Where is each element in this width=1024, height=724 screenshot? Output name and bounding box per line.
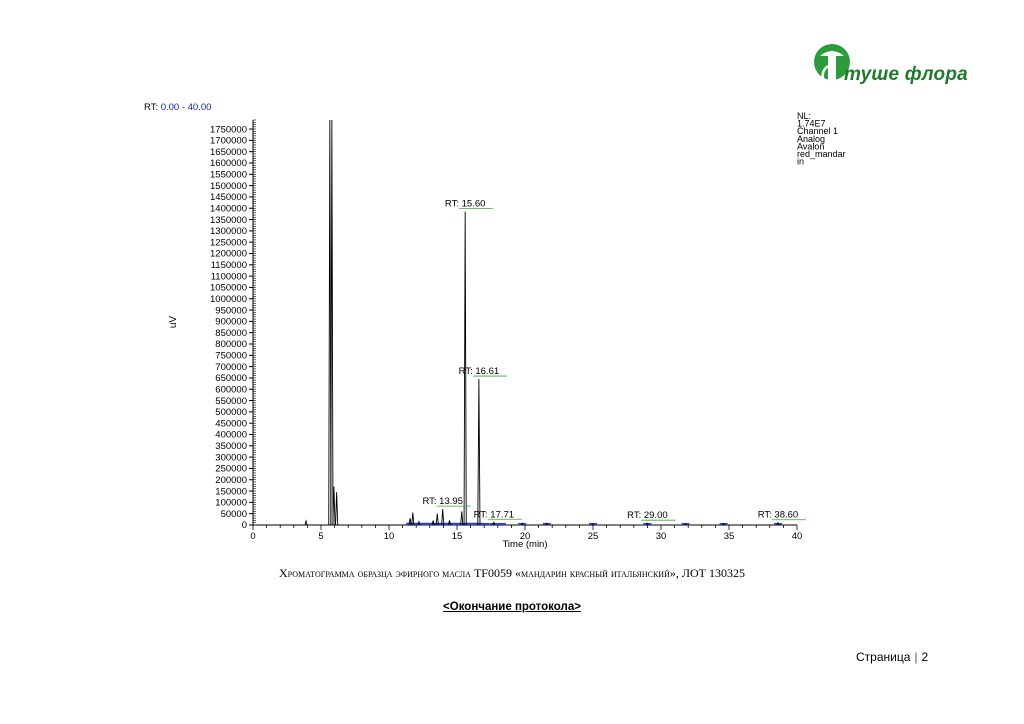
y-tick-label: 1700000 (210, 135, 247, 147)
y-tick-label: 1000000 (210, 293, 247, 305)
chromatogram-chart (140, 100, 900, 560)
y-tick-label: 1100000 (210, 271, 247, 283)
y-tick-label: 1050000 (210, 282, 247, 294)
x-tick-label: 10 (383, 531, 395, 542)
page-separator: | (914, 650, 918, 664)
y-tick-label: 850000 (215, 327, 247, 339)
protocol-end-note: <Окончание протокола> (443, 601, 581, 613)
x-tick-label: 15 (451, 531, 463, 542)
peak (336, 492, 338, 525)
y-tick-label: 1750000 (210, 124, 247, 136)
y-tick-label: 300000 (215, 452, 247, 464)
y-tick-label: 50000 (220, 508, 247, 520)
peak (442, 509, 444, 525)
peak-label: RT: 17.71 (473, 509, 515, 521)
y-tick-label: 1200000 (210, 248, 247, 260)
y-tick-label: 900000 (215, 316, 247, 328)
peak-label: RT: 29.00 (627, 510, 668, 522)
y-tick-label: 350000 (215, 441, 247, 453)
peak-label: RT: 13.95 (422, 496, 463, 508)
info-line: 1.74E7 (797, 118, 826, 129)
y-axis-label: uV (168, 315, 179, 329)
x-tick-label: 20 (519, 531, 531, 542)
info-line: Avalon (797, 141, 825, 152)
info-line: in (797, 156, 805, 167)
y-tick-label: 1150000 (210, 260, 247, 272)
info-line: Channel 1 (797, 126, 839, 137)
y-tick-label: 600000 (215, 384, 247, 396)
y-tick-label: 200000 (215, 474, 247, 486)
peak-label: RT: 16.61 (458, 366, 500, 378)
y-tick-label: 450000 (215, 418, 247, 430)
y-tick-label: 700000 (215, 361, 247, 373)
y-tick-label: 150000 (215, 486, 247, 498)
x-tick-label: 35 (723, 531, 735, 542)
chart-caption: Хроматограмма образца эфирного масла TF0059 «мандарин красный итальянский», ЛОТ 130325 (279, 566, 745, 580)
y-tick-label: 800000 (215, 339, 247, 351)
x-tick-label: 0 (250, 531, 256, 542)
x-tick-label: 5 (318, 531, 324, 542)
x-tick-label: 40 (791, 531, 803, 542)
y-tick-label: 1300000 (210, 226, 247, 238)
y-tick-label: 650000 (215, 373, 247, 385)
brand-logo (812, 42, 972, 92)
y-tick-label: 550000 (215, 395, 247, 407)
peak (478, 379, 480, 525)
y-tick-label: 1400000 (210, 203, 247, 215)
y-tick-label: 0 (241, 520, 247, 532)
y-tick-label: 100000 (215, 497, 247, 509)
y-tick-label: 1250000 (210, 237, 247, 249)
y-tick-label: 250000 (215, 463, 247, 475)
y-tick-label: 1650000 (210, 146, 247, 158)
rt-range-label: RT: 0.00 - 40.00 (144, 102, 212, 113)
y-tick-label: 500000 (215, 407, 247, 419)
page-label: Страница (856, 650, 911, 664)
brand-name: туше флора (844, 64, 968, 85)
peak-label: RT: 38.60 (757, 509, 799, 521)
x-axis-label: Time (min) (502, 539, 548, 550)
y-tick-label: 1600000 (210, 158, 247, 170)
info-line: red_mandar (797, 149, 846, 159)
y-tick-label: 750000 (215, 350, 247, 362)
x-tick-label: 30 (655, 531, 667, 542)
peak-label: RT: 15.60 (444, 198, 486, 210)
y-tick-label: 1500000 (210, 180, 247, 192)
y-tick-label: 950000 (215, 305, 247, 317)
y-tick-label: 400000 (215, 429, 247, 441)
y-tick-label: 1450000 (210, 192, 247, 204)
y-tick-label: 1550000 (210, 169, 247, 181)
y-tick-label: 1350000 (210, 214, 247, 226)
page-number (856, 650, 928, 664)
x-tick-label: 25 (587, 531, 599, 542)
info-line: Analog (797, 133, 826, 144)
peak (305, 521, 307, 525)
peak (331, 120, 333, 525)
chromatogram-svg (140, 100, 900, 560)
info-line: NL: (797, 111, 812, 121)
page-number-value: 2 (921, 650, 929, 664)
